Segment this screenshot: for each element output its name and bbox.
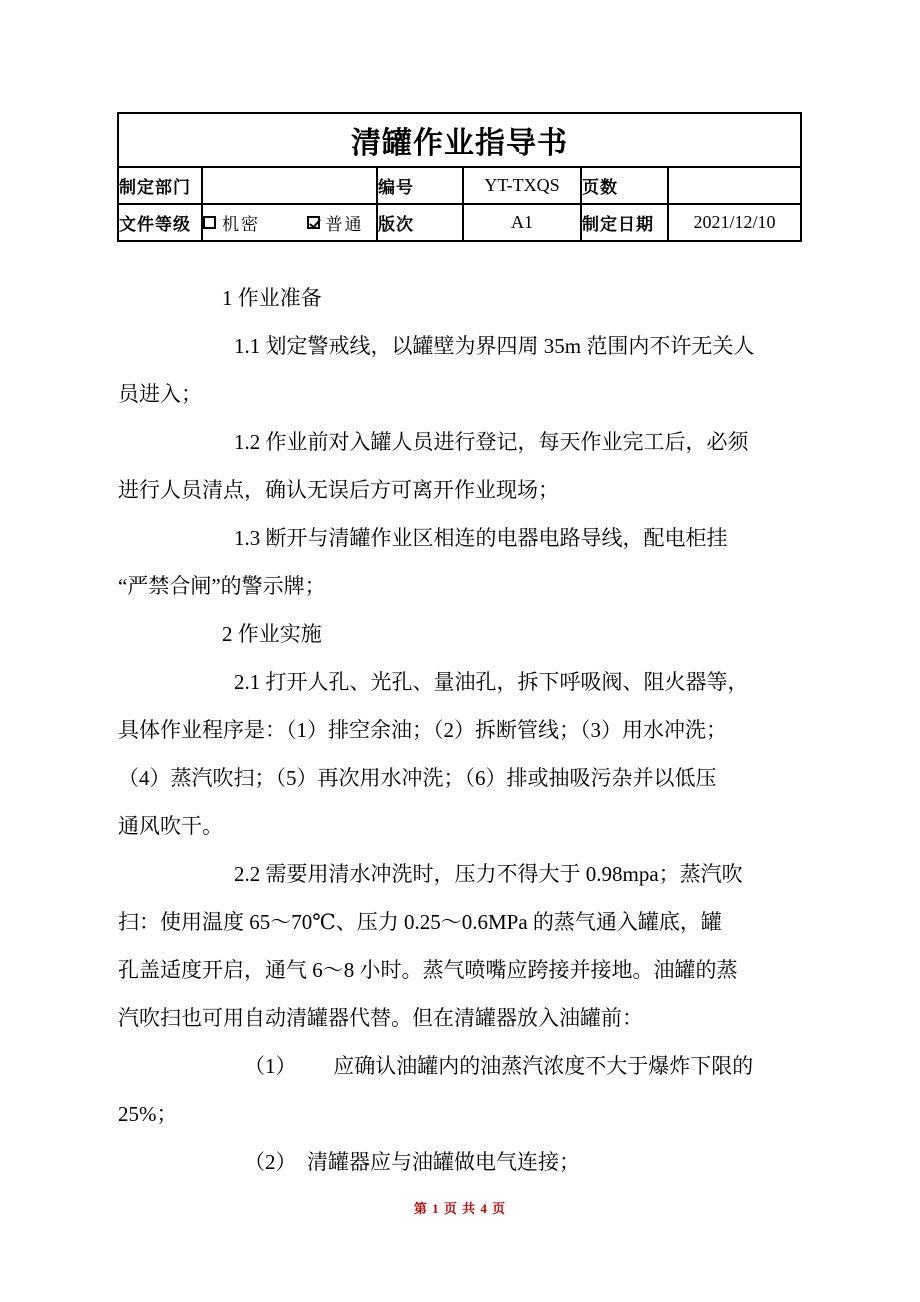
doc-title: 清罐作业指导书 xyxy=(118,113,801,167)
body-line: 具体作业程序是：（1）排空余油；（2）拆断管线；（3）用水冲洗； xyxy=(118,718,727,742)
checkbox-normal-label: 普通 xyxy=(325,215,364,234)
doc-number-label: 编号 xyxy=(377,167,463,204)
date-label: 制定日期 xyxy=(581,204,668,241)
section-heading: 1 作业准备 xyxy=(222,286,322,310)
page-footer: 第 1 页 共 4 页 xyxy=(413,1201,507,1216)
body-line: 1.2 作业前对入罐人员进行登记，每天作业完工后，必须 xyxy=(234,430,749,454)
version-label: 版次 xyxy=(377,204,463,241)
doc-number-value: YT-TXQS xyxy=(463,167,581,204)
doc-level-label: 文件等级 xyxy=(118,204,202,241)
checkbox-option-secret xyxy=(203,210,260,235)
body-line: 进行人员清点，确认无误后方可离开作业现场； xyxy=(118,478,559,502)
dept-label: 制定部门 xyxy=(118,167,202,204)
pages-label: 页数 xyxy=(581,167,668,204)
body-line: 通风吹干。 xyxy=(118,814,223,838)
body-line: 扫：使用温度 65～70℃、压力 0.25～0.6MPa 的蒸气通入罐底，罐 xyxy=(118,910,722,934)
checkbox-secret-label: 机密 xyxy=(222,215,260,234)
document-body xyxy=(118,274,818,1186)
section-heading: 2 作业实施 xyxy=(222,622,322,646)
body-line: 员进入； xyxy=(118,382,202,406)
date-value: 2021/12/10 xyxy=(668,204,801,241)
checkbox-option-normal xyxy=(307,210,364,235)
checkbox-checked-icon xyxy=(307,216,320,229)
body-line: 1.1 划定警戒线，以罐壁为界四周 35m 范围内不许无关人 xyxy=(234,334,755,358)
body-line: （4）蒸汽吹扫；（5）再次用水冲洗；（6）排或抽吸污杂并以低压 xyxy=(118,766,717,790)
version-value: A1 xyxy=(463,204,581,241)
body-line: 25%； xyxy=(118,1102,178,1126)
list-item: （2） 清罐器应与油罐做电气连接； xyxy=(244,1150,580,1174)
body-line: 孔盖适度开启，通气 6～8 小时。蒸气喷嘴应跨接并接地。油罐的蒸 xyxy=(118,958,738,982)
body-line: 1.3 断开与清罐作业区相连的电器电路导线，配电柜挂 xyxy=(234,526,728,550)
dept-value xyxy=(202,167,377,204)
checkbox-unchecked-icon xyxy=(203,216,216,229)
body-line: “严禁合闸”的警示牌； xyxy=(118,574,326,598)
body-line: 2.2 需要用清水冲洗时，压力不得大于 0.98mpa；蒸汽吹 xyxy=(234,862,743,886)
body-line: 2.1 打开人孔、光孔、量油孔，拆下呼吸阀、阻火器等， xyxy=(234,670,749,694)
header-table xyxy=(117,112,802,242)
list-item: （1） 应确认油罐内的油蒸汽浓度不大于爆炸下限的 xyxy=(244,1054,754,1078)
check-mark-icon xyxy=(309,216,321,228)
body-line: 汽吹扫也可用自动清罐器代替。但在清罐器放入油罐前： xyxy=(118,1006,643,1030)
doc-level-value xyxy=(202,204,377,241)
pages-value xyxy=(668,167,801,204)
